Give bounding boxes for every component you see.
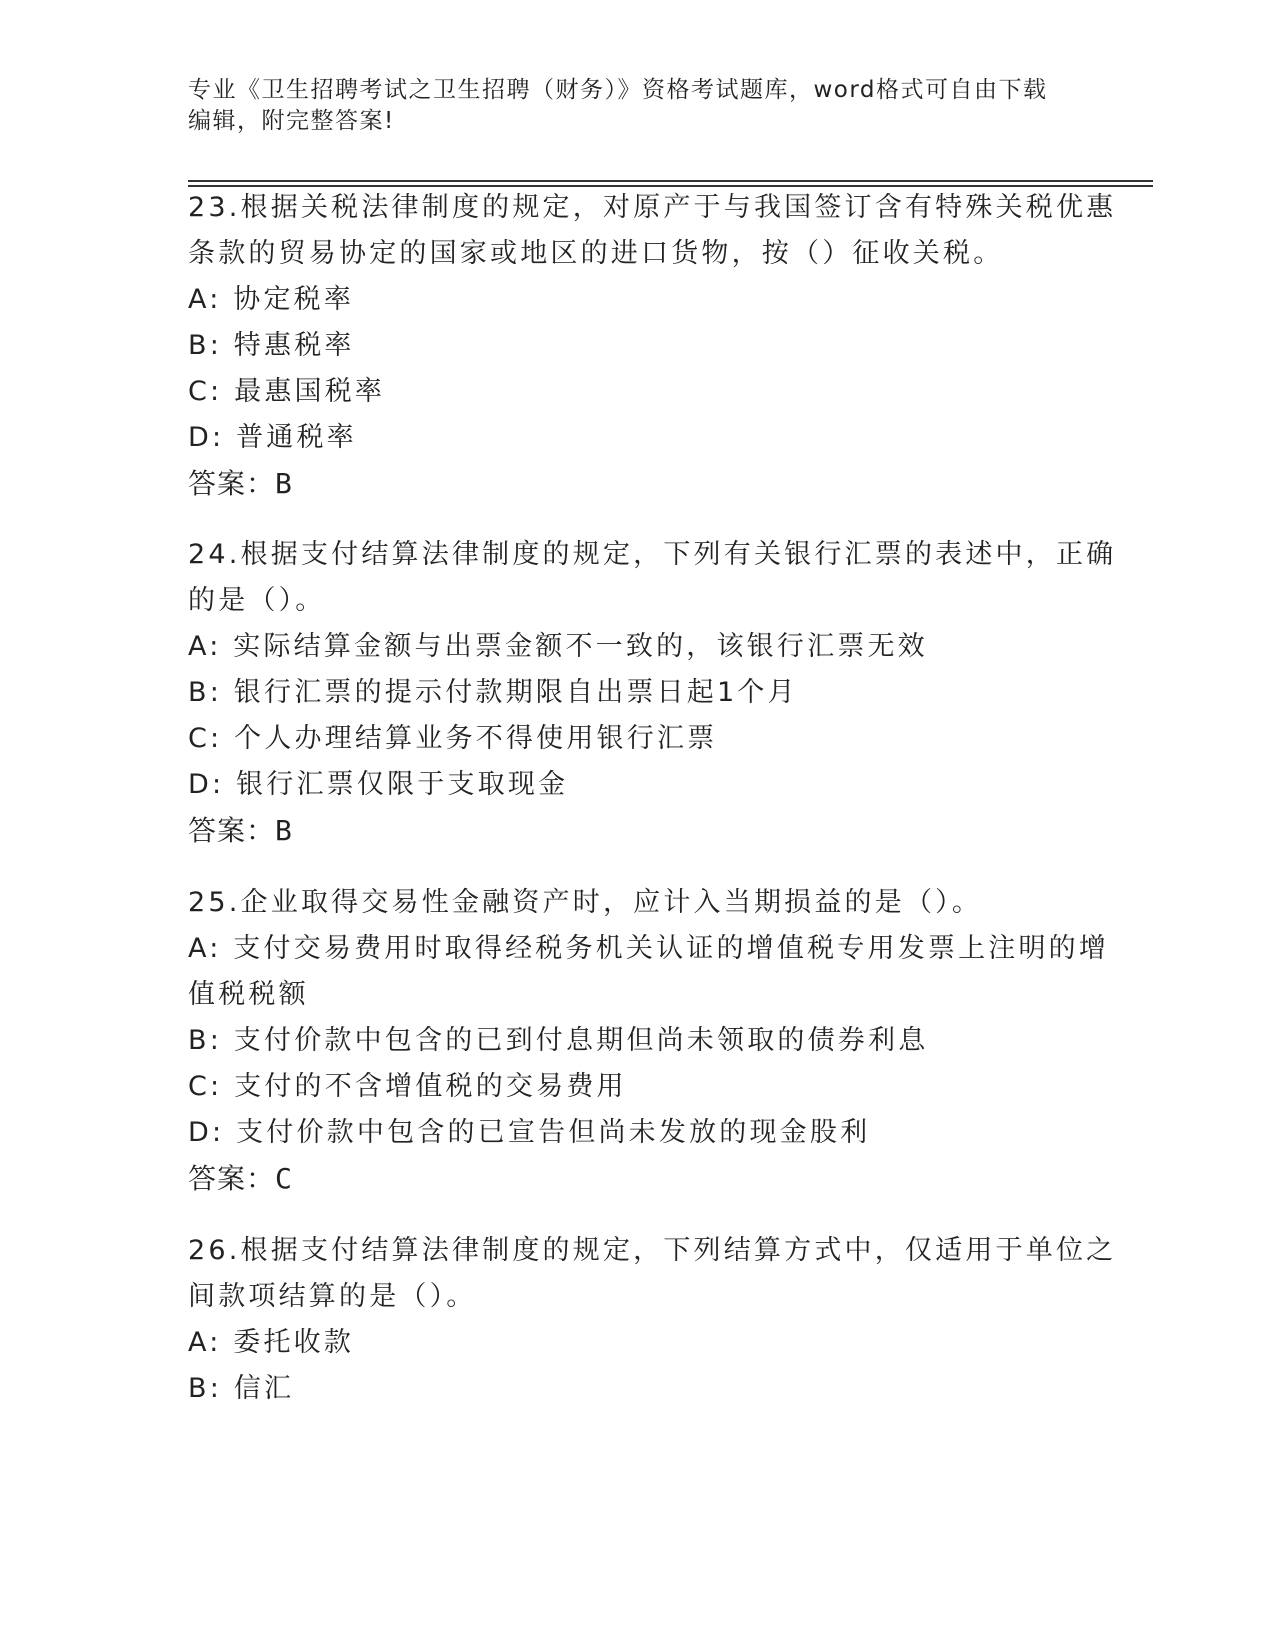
option-b: B: 特惠税率 [188,330,355,361]
option-d: D: 普通税率 [188,422,357,453]
question-stem-line: 25.企业取得交易性金融资产时，应计入当期损益的是（）。 [188,887,983,918]
option-d: D: 支付价款中包含的已宣告但尚未发放的现金股利 [188,1117,871,1148]
option-d: D: 银行汇票仅限于支取现金 [188,769,569,800]
question-stem-line: 条款的贸易协定的国家或地区的进口货物，按（）征收关税。 [188,238,1004,269]
option-a: A: 支付交易费用时取得经税务机关认证的增值税专用发票上注明的增 [188,933,1110,964]
question-24 [188,532,1117,854]
answer-value: C [275,1162,293,1195]
header-divider-top [188,180,1153,182]
option-a-continued: 值税税额 [188,979,309,1010]
option-b: B: 银行汇票的提示付款期限自出票日起1个月 [188,677,798,708]
answer-label: 答案： [188,467,276,500]
question-26 [188,1228,1117,1412]
answer-value: B [275,814,293,847]
option-c: C: 最惠国税率 [188,376,386,407]
question-25 [188,880,1110,1202]
answer-line [188,461,1088,507]
answer-line [188,1156,1088,1202]
header-line-2: 编辑，附完整答案! [188,108,395,134]
question-stem-line: 23.根据关税法律制度的规定，对原产于与我国签订含有特殊关税优惠 [188,192,1117,223]
answer-label: 答案： [188,814,276,847]
header-line-1: 专业《卫生招聘考试之卫生招聘（财务）》资格考试题库，word格式可自由下载 [188,77,1048,103]
option-b: B: 信汇 [188,1373,295,1404]
question-stem-line: 的是（）。 [188,585,326,616]
answer-value: B [275,467,293,500]
question-23 [188,185,1117,507]
question-stem-line: 26.根据支付结算法律制度的规定，下列结算方式中，仅适用于单位之 [188,1235,1117,1266]
option-a: A: 实际结算金额与出票金额不一致的，该银行汇票无效 [188,631,928,662]
document-header [188,75,1088,137]
option-b: B: 支付价款中包含的已到付息期但尚未领取的债券利息 [188,1025,929,1056]
question-stem-line: 24.根据支付结算法律制度的规定，下列有关银行汇票的表述中，正确 [188,539,1117,570]
answer-line [188,808,1088,854]
option-a: A: 委托收款 [188,1327,355,1358]
option-c: C: 支付的不含增值税的交易费用 [188,1071,627,1102]
option-c: C: 个人办理结算业务不得使用银行汇票 [188,723,718,754]
option-a: A: 协定税率 [188,284,355,315]
question-stem-line: 间款项结算的是（）。 [188,1281,477,1312]
answer-label: 答案： [188,1162,276,1195]
